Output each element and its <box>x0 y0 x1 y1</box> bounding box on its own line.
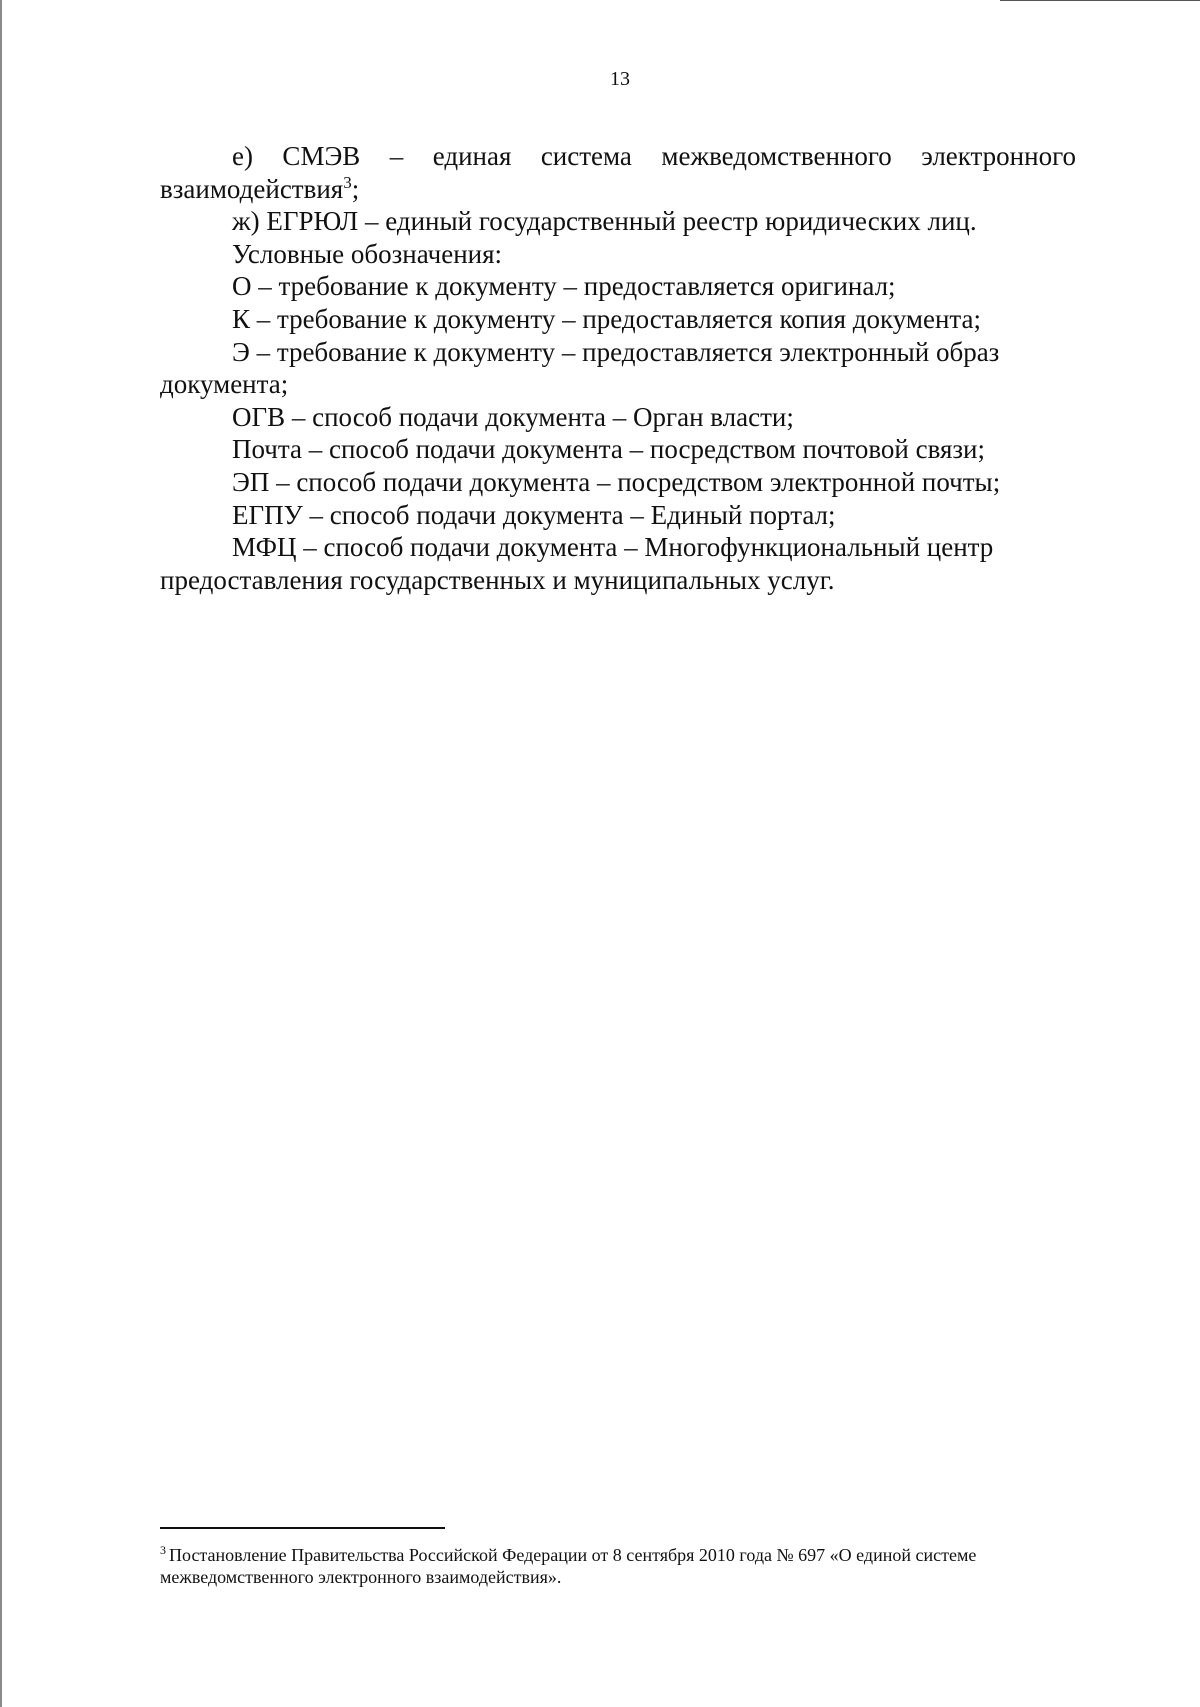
paragraph-legend-heading: Условные обозначения: <box>232 238 503 269</box>
paragraph-legend-e <box>160 336 1076 401</box>
page-number: 13 <box>610 68 630 90</box>
paragraph-smev-line2 <box>160 173 1076 206</box>
scan-top-edge <box>1000 0 1200 1</box>
body-text <box>160 140 1076 596</box>
paragraph-legend-mfc <box>160 531 1076 596</box>
paragraph-legend-egpu: ЕГПУ – способ подачи документа – Единый портал; <box>232 499 836 530</box>
paragraph-smev-word: взаимодействия <box>160 173 344 204</box>
paragraph-legend-mfc-line2: предоставления государственных и муниципальных услуг. <box>160 564 835 595</box>
paragraph-legend-e-line2: документа; <box>160 369 289 400</box>
footnote-separator <box>160 1527 445 1529</box>
paragraph-legend-ep: ЭП – способ подачи документа – посредством электронной почты; <box>232 466 1001 497</box>
scan-left-edge <box>0 0 2 1707</box>
paragraph-smev-end: ; <box>351 173 360 204</box>
paragraph-legend-e-line1: Э – требование к документу – предоставляется электронный образ <box>232 336 1000 367</box>
footnote-mark: 3 <box>160 1543 166 1557</box>
paragraph-egrul: ж) ЕГРЮЛ – единый государственный реестр юридических лиц. <box>232 206 977 237</box>
paragraph-legend-k: К – требование к документу – предоставляется копия документа; <box>232 303 982 334</box>
paragraph-legend-mfc-line1: МФЦ – способ подачи документа – Многофункциональный центр <box>232 532 994 563</box>
paragraph-legend-ogv: ОГВ – способ подачи документа – Орган власти; <box>232 401 794 432</box>
footnote <box>160 1544 1090 1588</box>
paragraph-legend-o: О – требование к документу – предоставляется оригинал; <box>232 271 896 302</box>
paragraph-smev <box>160 140 1076 205</box>
paragraph-legend-post: Почта – способ подачи документа – посредством почтовой связи; <box>232 434 985 465</box>
footnote-text: Постановление Правительства Российской Федерации от 8 сентября 2010 года № 697 «О единой системе межведомственного электронного взаимодействия». <box>160 1545 977 1587</box>
paragraph-smev-line1: е) СМЭВ – единая система межведомственного электронного <box>232 141 1076 171</box>
footnote-reference: 3 <box>343 172 352 192</box>
